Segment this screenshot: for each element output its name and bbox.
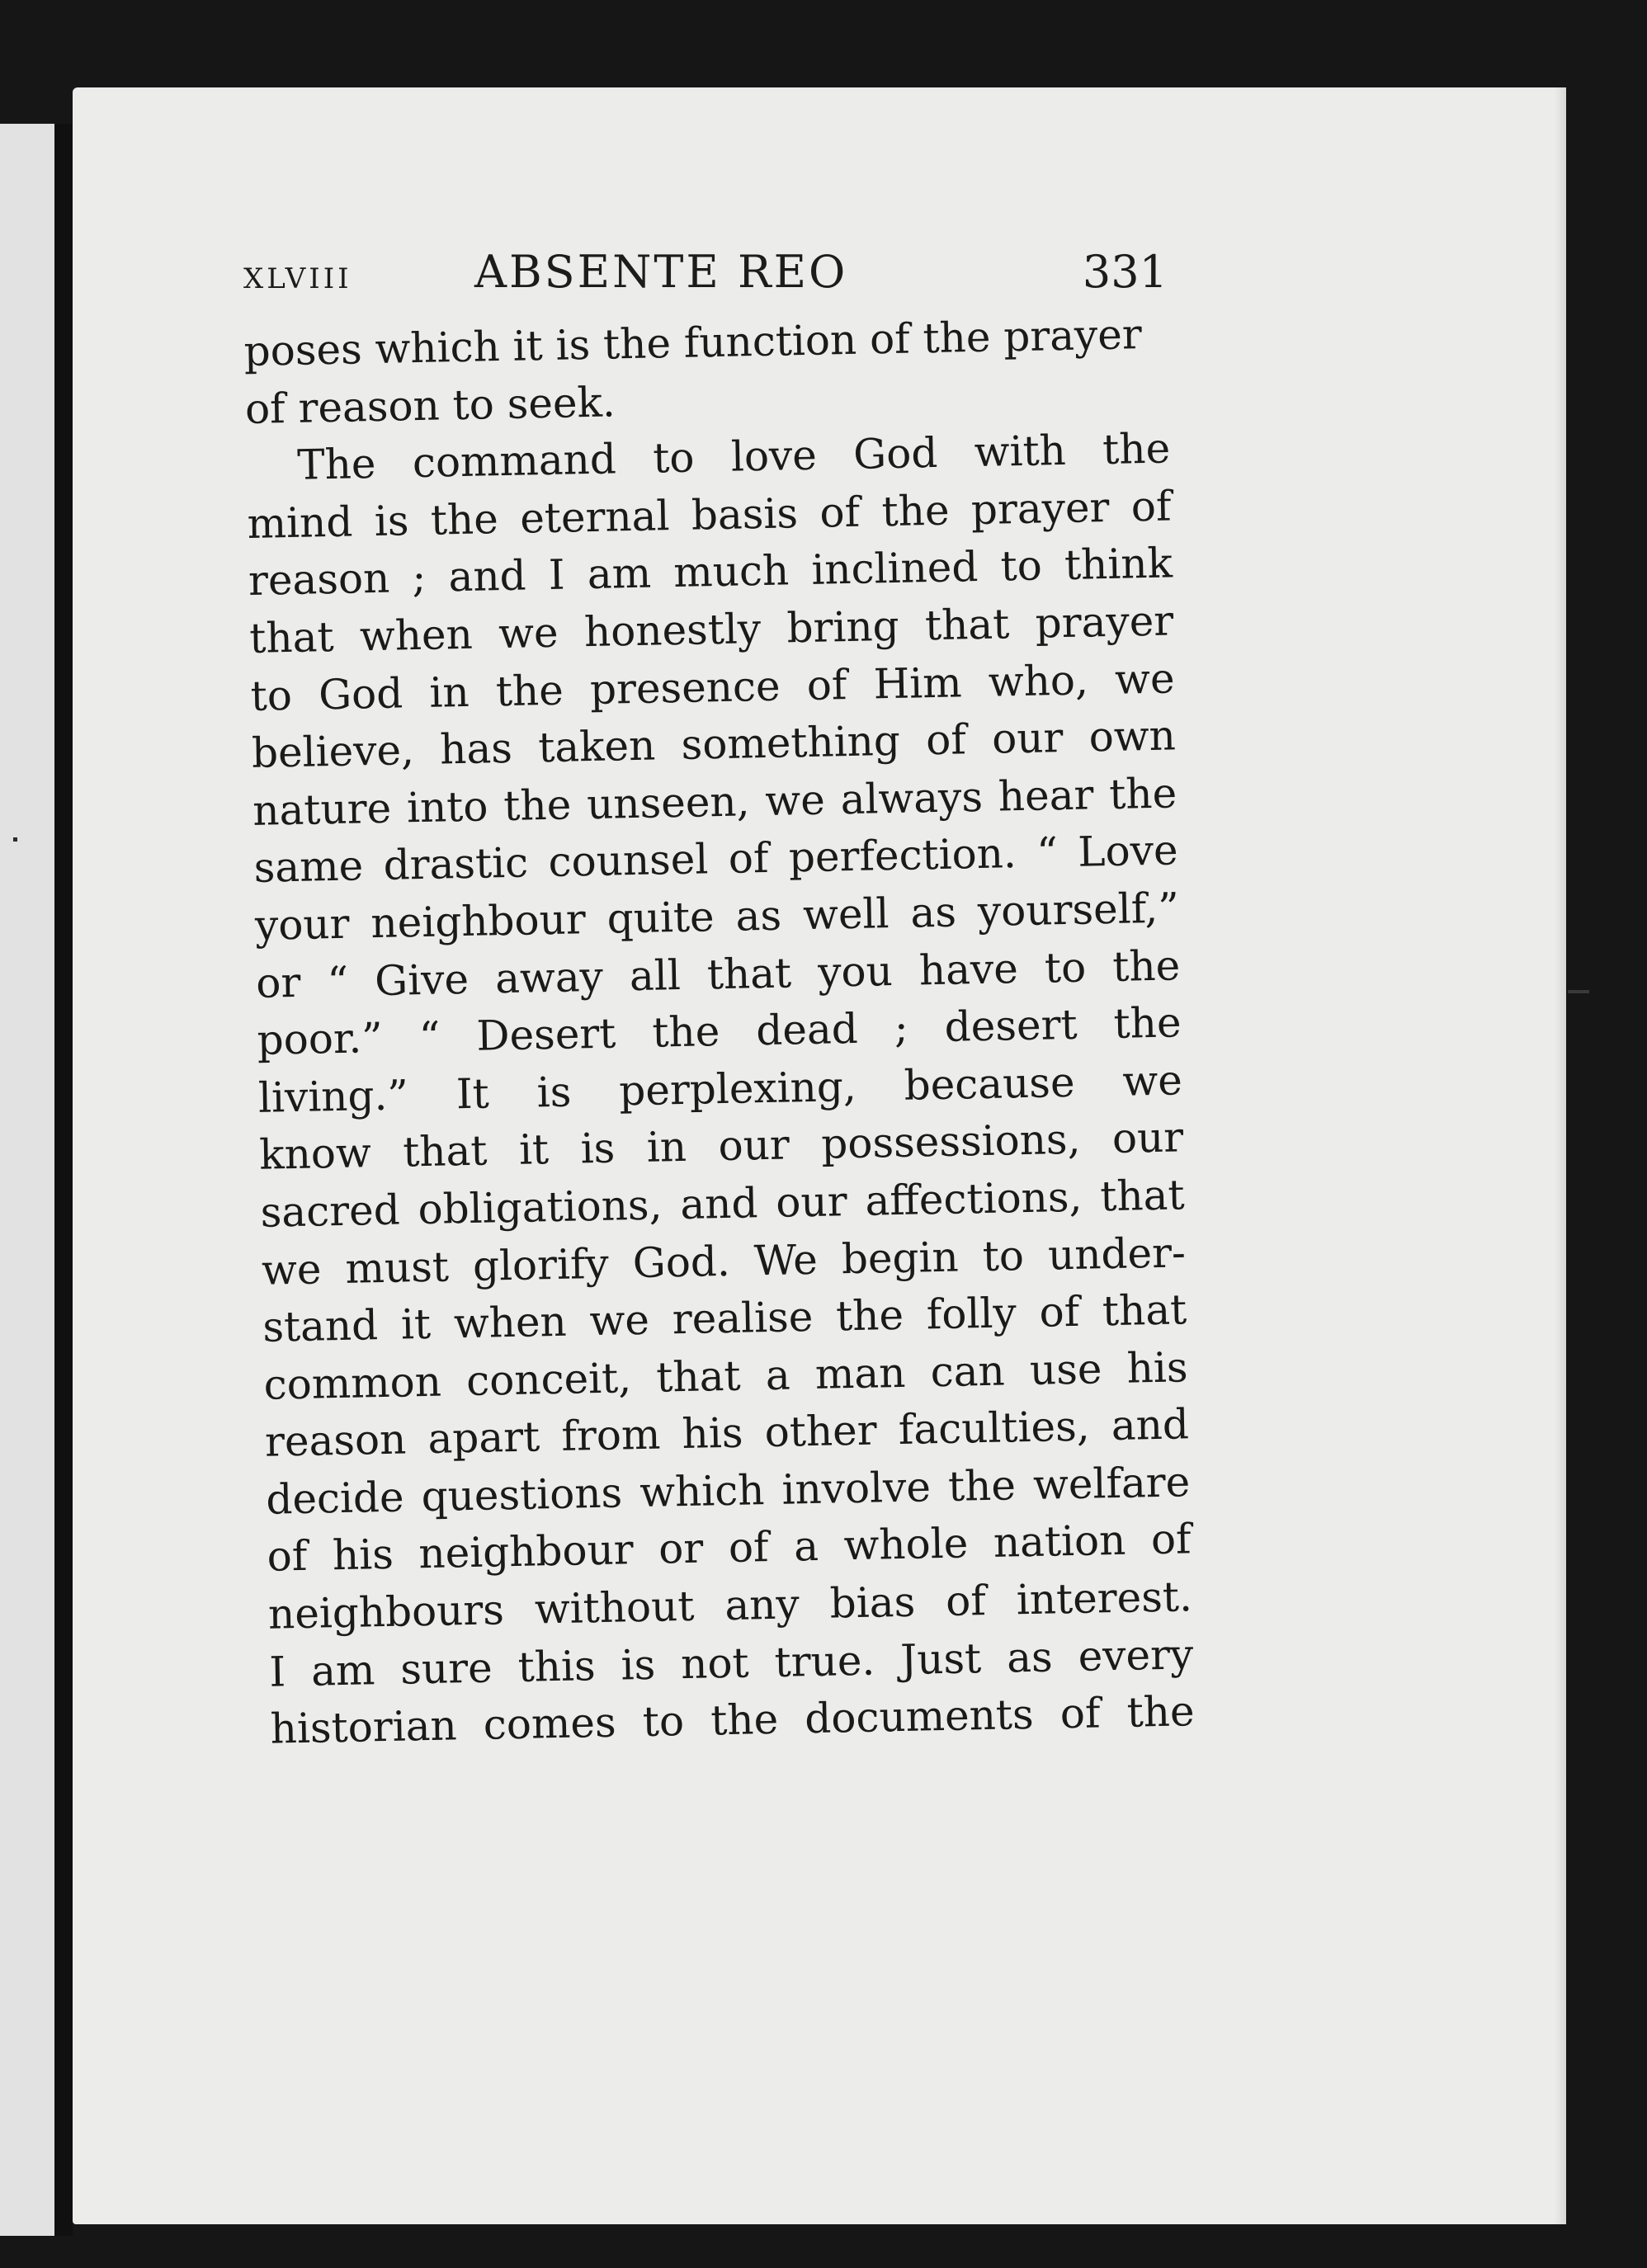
text-line: stand it when we realise the folly of that xyxy=(262,1285,1187,1351)
text-line: of reason to seek. xyxy=(244,377,616,433)
text-line: of his neighbour or of a whole nation of xyxy=(267,1515,1192,1582)
text-line: mind is the eternal basis of the prayer of xyxy=(247,482,1173,548)
text-line: believe, has taken something of our own xyxy=(251,711,1177,778)
text-line: historian comes to the documents of the xyxy=(270,1687,1196,1753)
text-line: I am sure this is not true. Just as every xyxy=(268,1629,1194,1696)
text-line: same drastic counsel of perfection. “ Love xyxy=(253,826,1179,893)
text-line: know that it is in our possessions, our xyxy=(258,1113,1184,1180)
text-line: reason apart from his other faculties, and xyxy=(264,1400,1190,1467)
page-edge-shadow xyxy=(1555,87,1566,2224)
text-line: poses which it is the function of the prayer xyxy=(243,310,1143,375)
scan-speck xyxy=(1568,990,1589,993)
text-line: neighbours without any bias of interest. xyxy=(267,1573,1193,1639)
text-line: reason ; and I am much inclined to think xyxy=(248,539,1173,606)
text-line: that when we honestly bring that prayer xyxy=(248,596,1174,662)
text-line: poor.” “ Desert the dead ; desert the xyxy=(257,998,1182,1064)
running-title: ABSENTE REO xyxy=(474,246,848,298)
page-number: 331 xyxy=(1082,246,1168,298)
text-line: sacred obligations, and our affections, that xyxy=(260,1171,1186,1237)
scan-speck xyxy=(13,837,17,842)
text-line: your neighbour quite as well as yourself,” xyxy=(254,884,1180,950)
text-line: common conceit, that a man can use his xyxy=(263,1342,1189,1409)
text-line: living.” It is perplexing, because we xyxy=(257,1056,1183,1122)
chapter-number: XLVIII xyxy=(243,262,352,295)
binding-gutter xyxy=(54,124,73,2236)
text-line: we must glorify God. We begin to under- xyxy=(261,1228,1187,1294)
running-head xyxy=(243,239,1168,314)
body-text xyxy=(243,305,1195,1758)
text-line: decide questions which involve the welfare xyxy=(265,1458,1191,1524)
text-line: The command to love God with the xyxy=(296,424,1171,489)
text-line: or “ Give away all that you have to the xyxy=(255,941,1181,1007)
text-line: to God in the presence of Him who, we xyxy=(250,653,1176,720)
text-line: nature into the unseen, we always hear the xyxy=(252,769,1177,835)
